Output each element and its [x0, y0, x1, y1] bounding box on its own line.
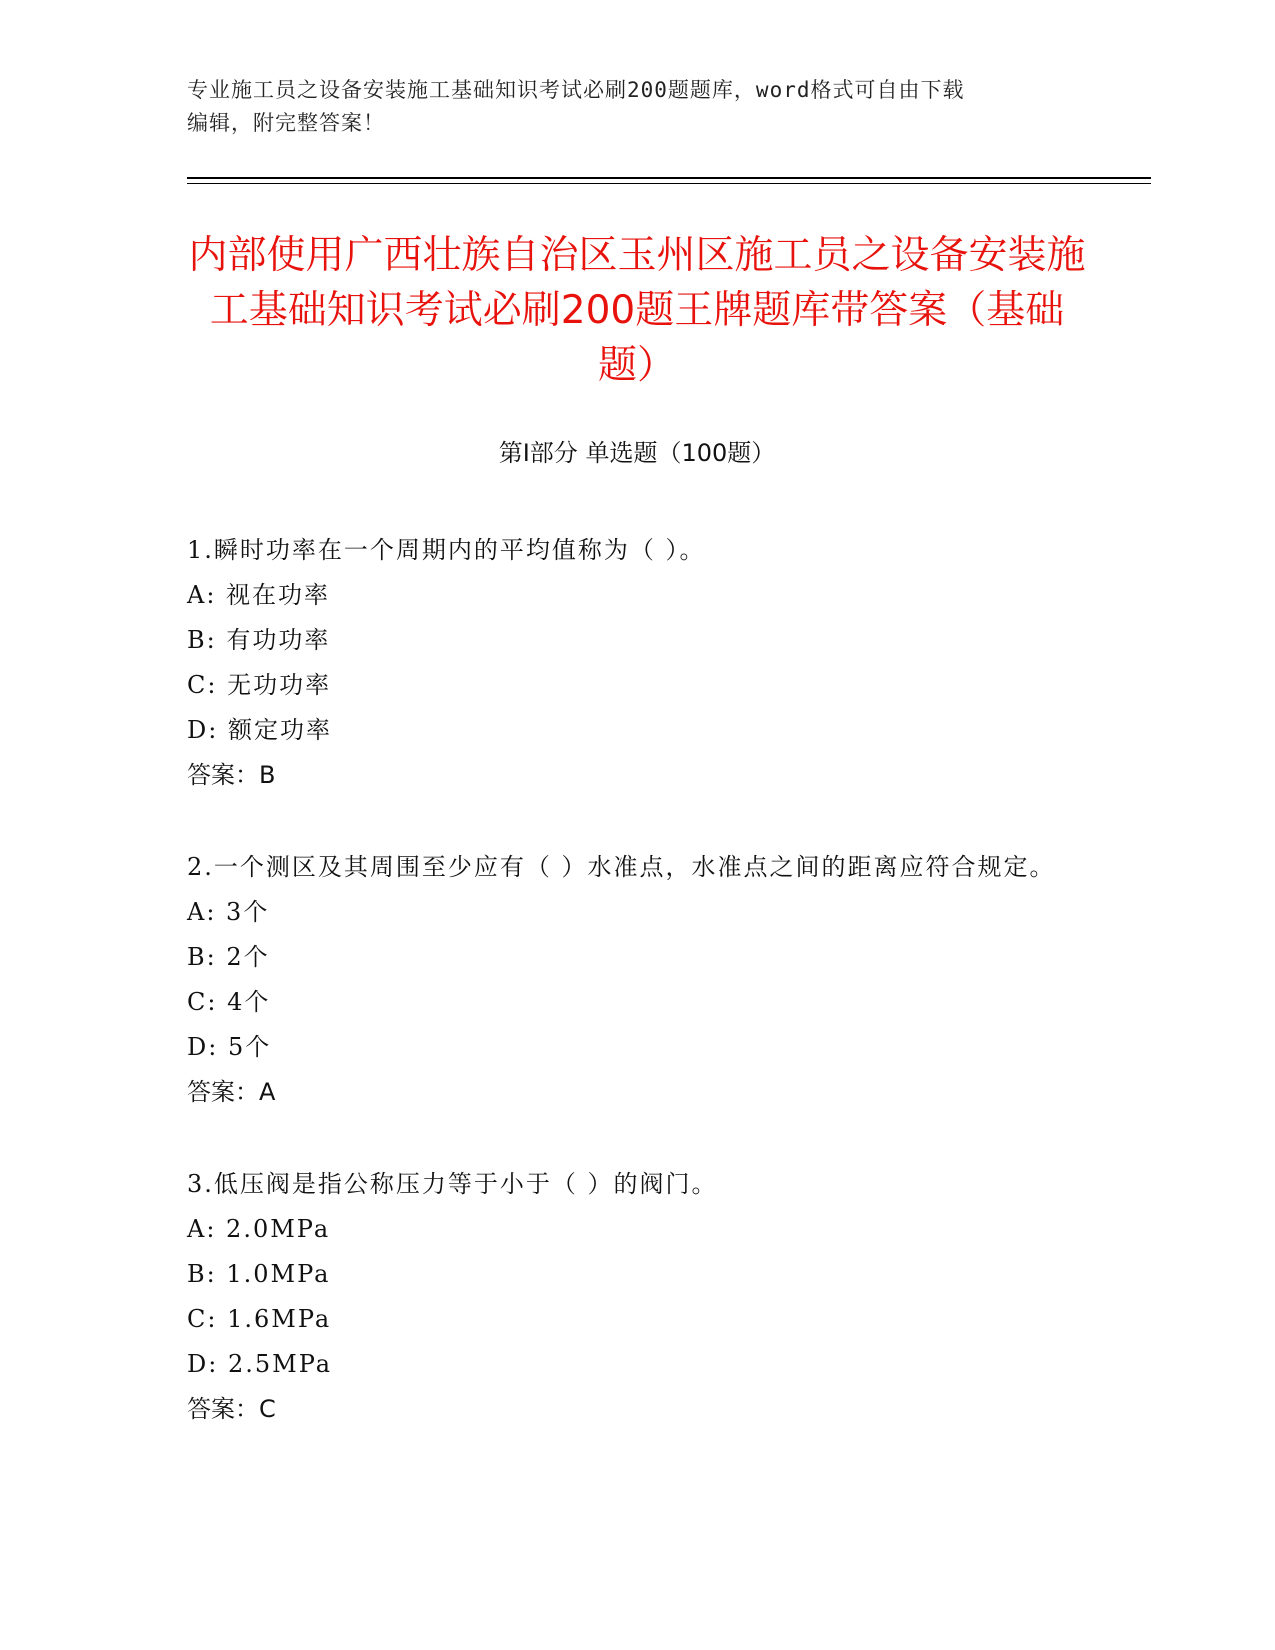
option-b: B: 1.0MPa — [187, 1260, 331, 1288]
section-heading: 第Ⅰ部分 单选题（100题） — [498, 439, 776, 467]
option-c: C: 1.6MPa — [187, 1305, 332, 1333]
option-b: B: 有功功率 — [187, 626, 331, 654]
question-text: 1.瞬时功率在一个周期内的平均值称为（ ）。 — [187, 536, 706, 564]
question-text: 2.一个测区及其周围至少应有（ ）水准点，水准点之间的距离应符合规定。 — [187, 853, 1056, 881]
question-1 — [187, 528, 1087, 798]
option-a: A: 2.0MPa — [187, 1215, 331, 1243]
option-c: C: 无功功率 — [187, 671, 332, 699]
option-a: A: 3个 — [187, 898, 270, 926]
option-d: D: 5个 — [187, 1033, 272, 1061]
header-note-line-2: 编辑，附完整答案！ — [187, 111, 385, 135]
document-title: 内部使用广西壮族自治区玉州区施工员之设备安装施工基础知识考试必刷200题王牌题库带答案（基础题） — [188, 233, 1086, 388]
option-b: B: 2个 — [187, 943, 270, 971]
question-list — [187, 528, 1087, 1479]
answer: 答案：A — [187, 1078, 276, 1106]
option-c: C: 4个 — [187, 988, 271, 1016]
answer: 答案：C — [187, 1395, 276, 1423]
answer: 答案：B — [187, 761, 276, 789]
question-3 — [187, 1162, 1087, 1432]
option-d: D: 2.5MPa — [187, 1350, 333, 1378]
header-note-line-1: 专业施工员之设备安装施工基础知识考试必刷200题题库，word格式可自由下载 — [187, 78, 965, 102]
question-text: 3.低压阀是指公称压力等于小于（ ）的阀门。 — [187, 1170, 718, 1198]
option-a: A: 视在功率 — [187, 581, 331, 609]
header-divider-thick — [187, 177, 1151, 179]
header-note — [187, 74, 1067, 140]
header-divider-thin — [187, 183, 1151, 184]
option-d: D: 额定功率 — [187, 716, 332, 744]
question-2 — [187, 845, 1087, 1115]
